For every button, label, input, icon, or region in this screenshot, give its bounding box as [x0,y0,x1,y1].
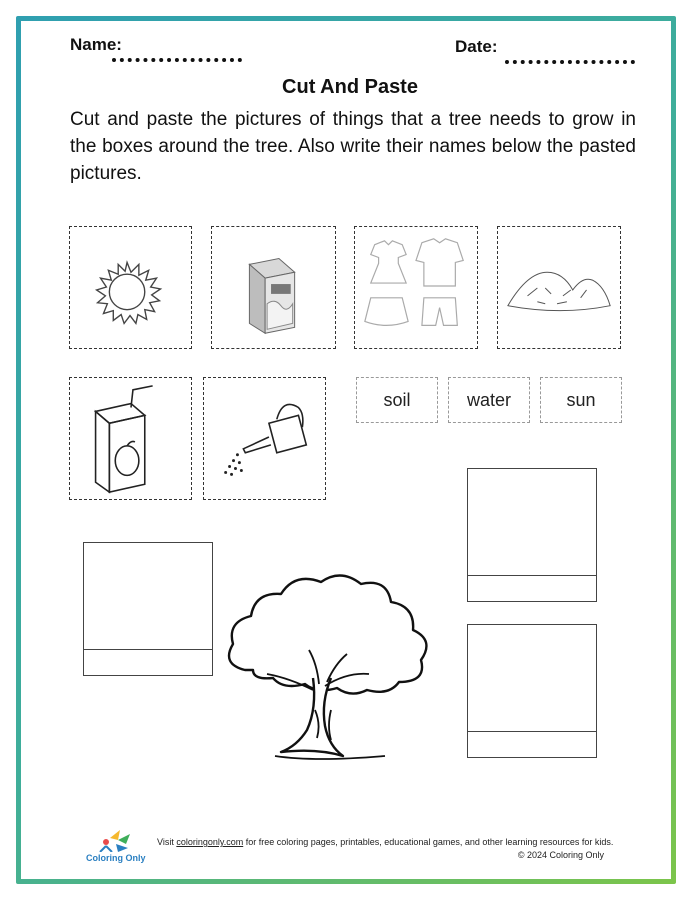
footer-site-link[interactable]: coloringonly.com [176,837,244,847]
copyright: © 2024 Coloring Only [517,850,604,860]
page-title: Cut And Paste [282,76,418,98]
name-write-line [468,575,596,576]
cutout-milk[interactable] [211,226,336,349]
date-label: Date: [455,37,498,56]
name-line[interactable] [112,58,242,62]
paste-box-left[interactable] [83,542,213,676]
name-write-line [84,649,212,650]
cutout-clothes[interactable] [354,226,478,349]
word-box-sun[interactable]: sun [540,377,622,423]
coloring-only-logo-icon [96,826,136,852]
word-box-water[interactable]: water [448,377,530,423]
cutout-sun[interactable] [69,226,192,349]
sun-icon [70,227,191,348]
cutout-juice-box[interactable] [69,377,192,500]
logo-text: Coloring Only [86,853,146,863]
footer-visit: Visit [157,837,177,847]
juice-box-icon [70,378,191,499]
footer-rest: for free coloring pages, printables, educational games, and other learning resources for kids. [243,837,614,847]
date-line[interactable] [505,60,635,64]
watering-can-icon [204,378,325,499]
paste-box-top-right[interactable] [467,468,597,602]
name-label: Name: [70,35,122,54]
instructions: Cut and paste the pictures of things that a tree needs to grow in the boxes around the tree. Also write their names below the pasted pictures. [70,109,636,184]
word-box-soil[interactable]: soil [356,377,438,423]
name-write-line [468,731,596,732]
tree-icon [215,560,455,770]
cutout-watering-can[interactable] [203,377,326,500]
milk-carton-icon [212,227,335,348]
cutout-soil[interactable] [497,226,621,349]
footer-line [157,837,613,847]
paste-box-bottom-right[interactable] [467,624,597,758]
soil-pile-icon [498,227,620,348]
clothes-icon [355,227,477,348]
